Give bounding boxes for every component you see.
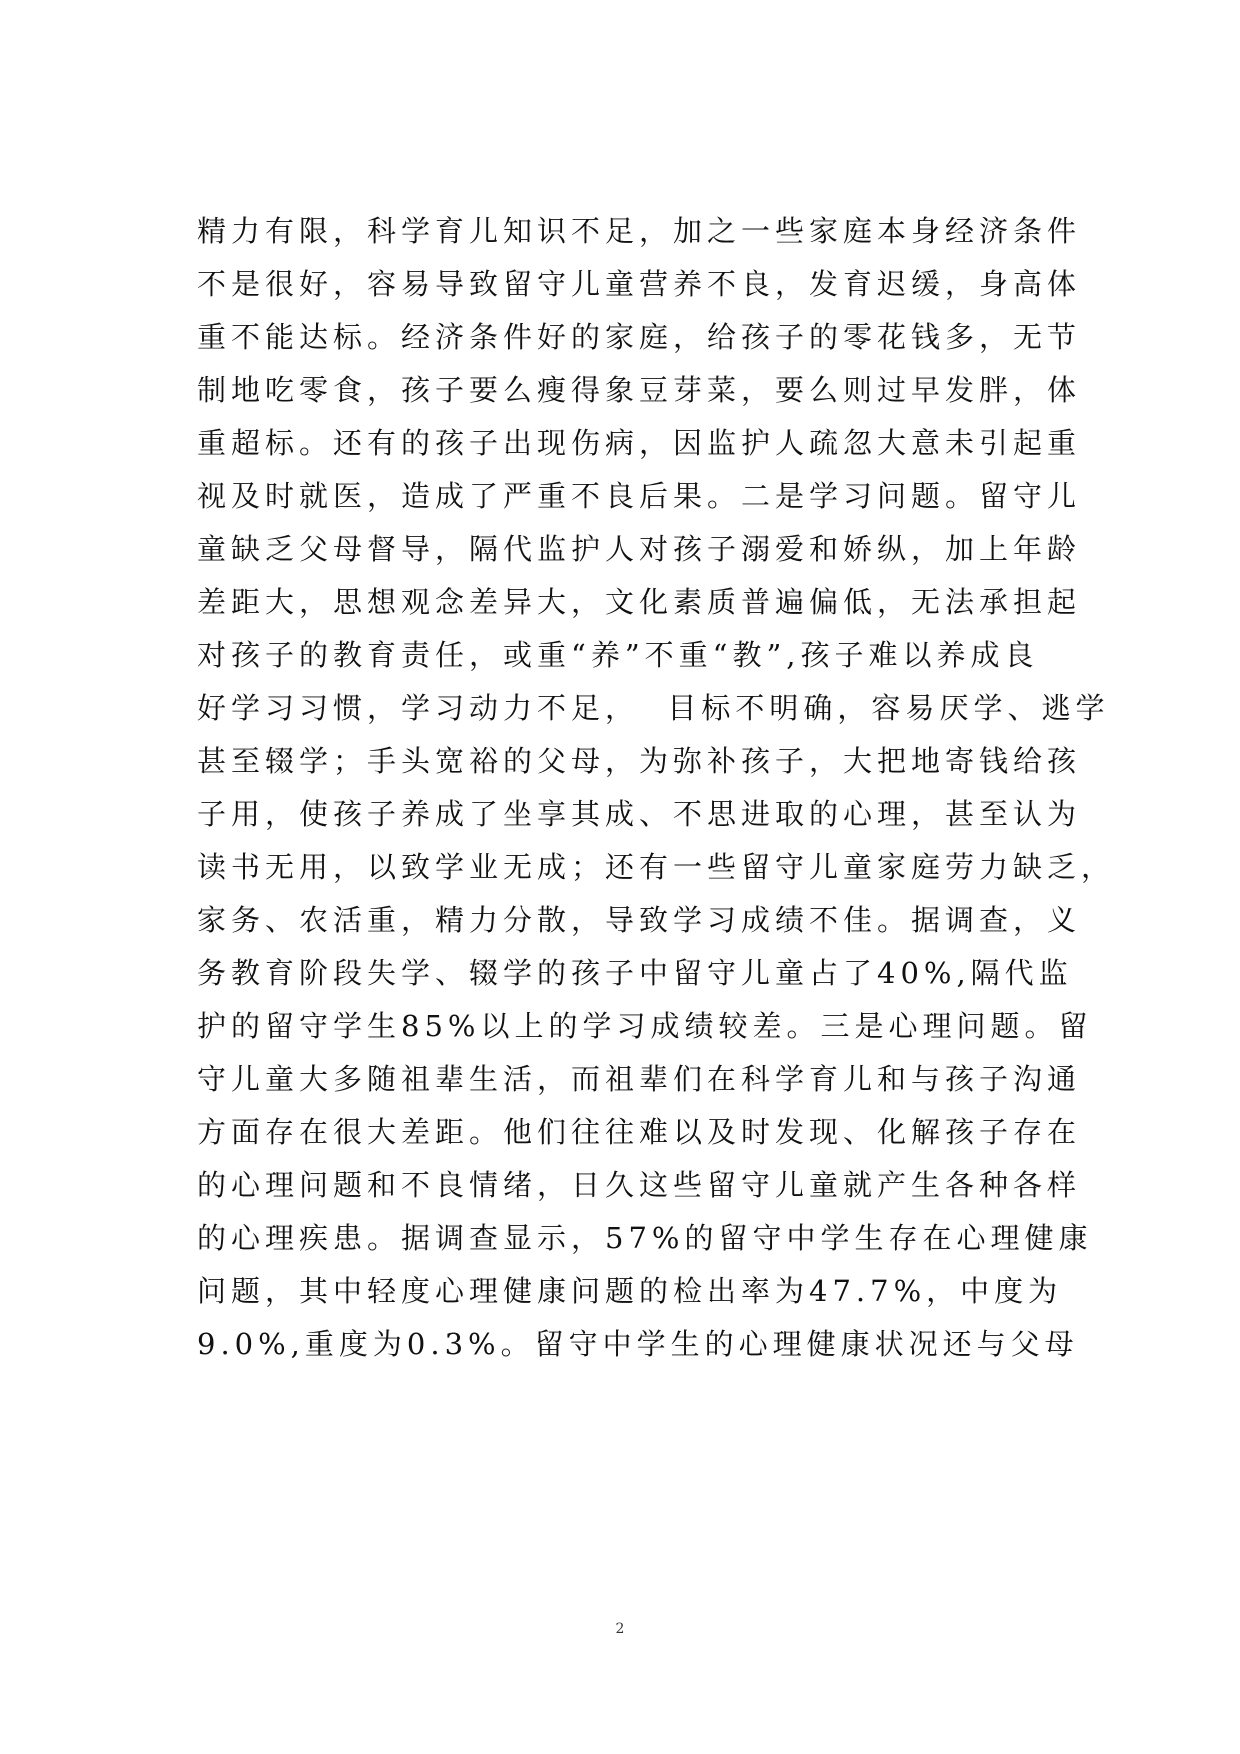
text-line: 精力有限，科学育儿知识不足，加之一些家庭本身经济条件	[197, 214, 1082, 248]
text-line: 重不能达标。经济条件好的家庭，给孩子的零花钱多，无节	[197, 320, 1082, 354]
text-line: 制地吃零食，孩子要么瘦得象豆芽菜，要么则过早发胖，体	[197, 373, 1082, 407]
text-line: 读书无用，以致学业无成；还有一些留守儿童家庭劳力缺乏，	[197, 850, 1116, 884]
text-line: 家务、农活重，精力分散，导致学习成绩不佳。据调查，义	[197, 903, 1082, 937]
text-line: 护的留守学生85%以上的学习成绩较差。三是心理问题。留	[197, 1009, 1093, 1043]
text-line: 视及时就医，造成了严重不良后果。二是学习问题。留守儿	[197, 479, 1082, 513]
text-line: 童缺乏父母督导，隔代监护人对孩子溺爱和娇纵，加上年龄	[197, 532, 1082, 566]
text-line: 方面存在很大差距。他们往往难以及时发现、化解孩子存在	[197, 1115, 1082, 1149]
text-line: 差距大，思想观念差异大，文化素质普遍偏低，无法承担起	[197, 585, 1082, 619]
text-line: 问题，其中轻度心理健康问题的检出率为47.7%，中度为	[197, 1274, 1063, 1308]
text-line: 的心理问题和不良情绪，日久这些留守儿童就产生各种各样	[197, 1168, 1082, 1202]
page-number: 2	[615, 1621, 625, 1637]
text-line: 务教育阶段失学、辍学的孩子中留守儿童占了40%,隔代监	[197, 956, 1073, 990]
text-line: 守儿童大多随祖辈生活，而祖辈们在科学育儿和与孩子沟通	[197, 1062, 1082, 1096]
text-line: 对孩子的教育责任，或重“养”不重“教”,孩子难以养成良	[197, 638, 1039, 672]
text-line: 的心理疾患。据调查显示，57%的留守中学生存在心理健康	[197, 1221, 1093, 1255]
text-line: 9.0%,重度为0.3%。留守中学生的心理健康状况还与父母	[197, 1327, 1079, 1361]
text-line: 好学习习惯，学习动力不足， 目标不明确，容易厌学、逃学	[197, 691, 1110, 725]
text-line: 甚至辍学；手头宽裕的父母，为弥补孩子，大把地寄钱给孩	[197, 744, 1082, 778]
body-text	[197, 205, 1116, 1371]
text-line: 子用，使孩子养成了坐享其成、不思进取的心理，甚至认为	[197, 797, 1082, 831]
text-line: 重超标。还有的孩子出现伤病，因监护人疏忽大意未引起重	[197, 426, 1082, 460]
text-line: 不是很好，容易导致留守儿童营养不良，发育迟缓，身高体	[197, 267, 1082, 301]
